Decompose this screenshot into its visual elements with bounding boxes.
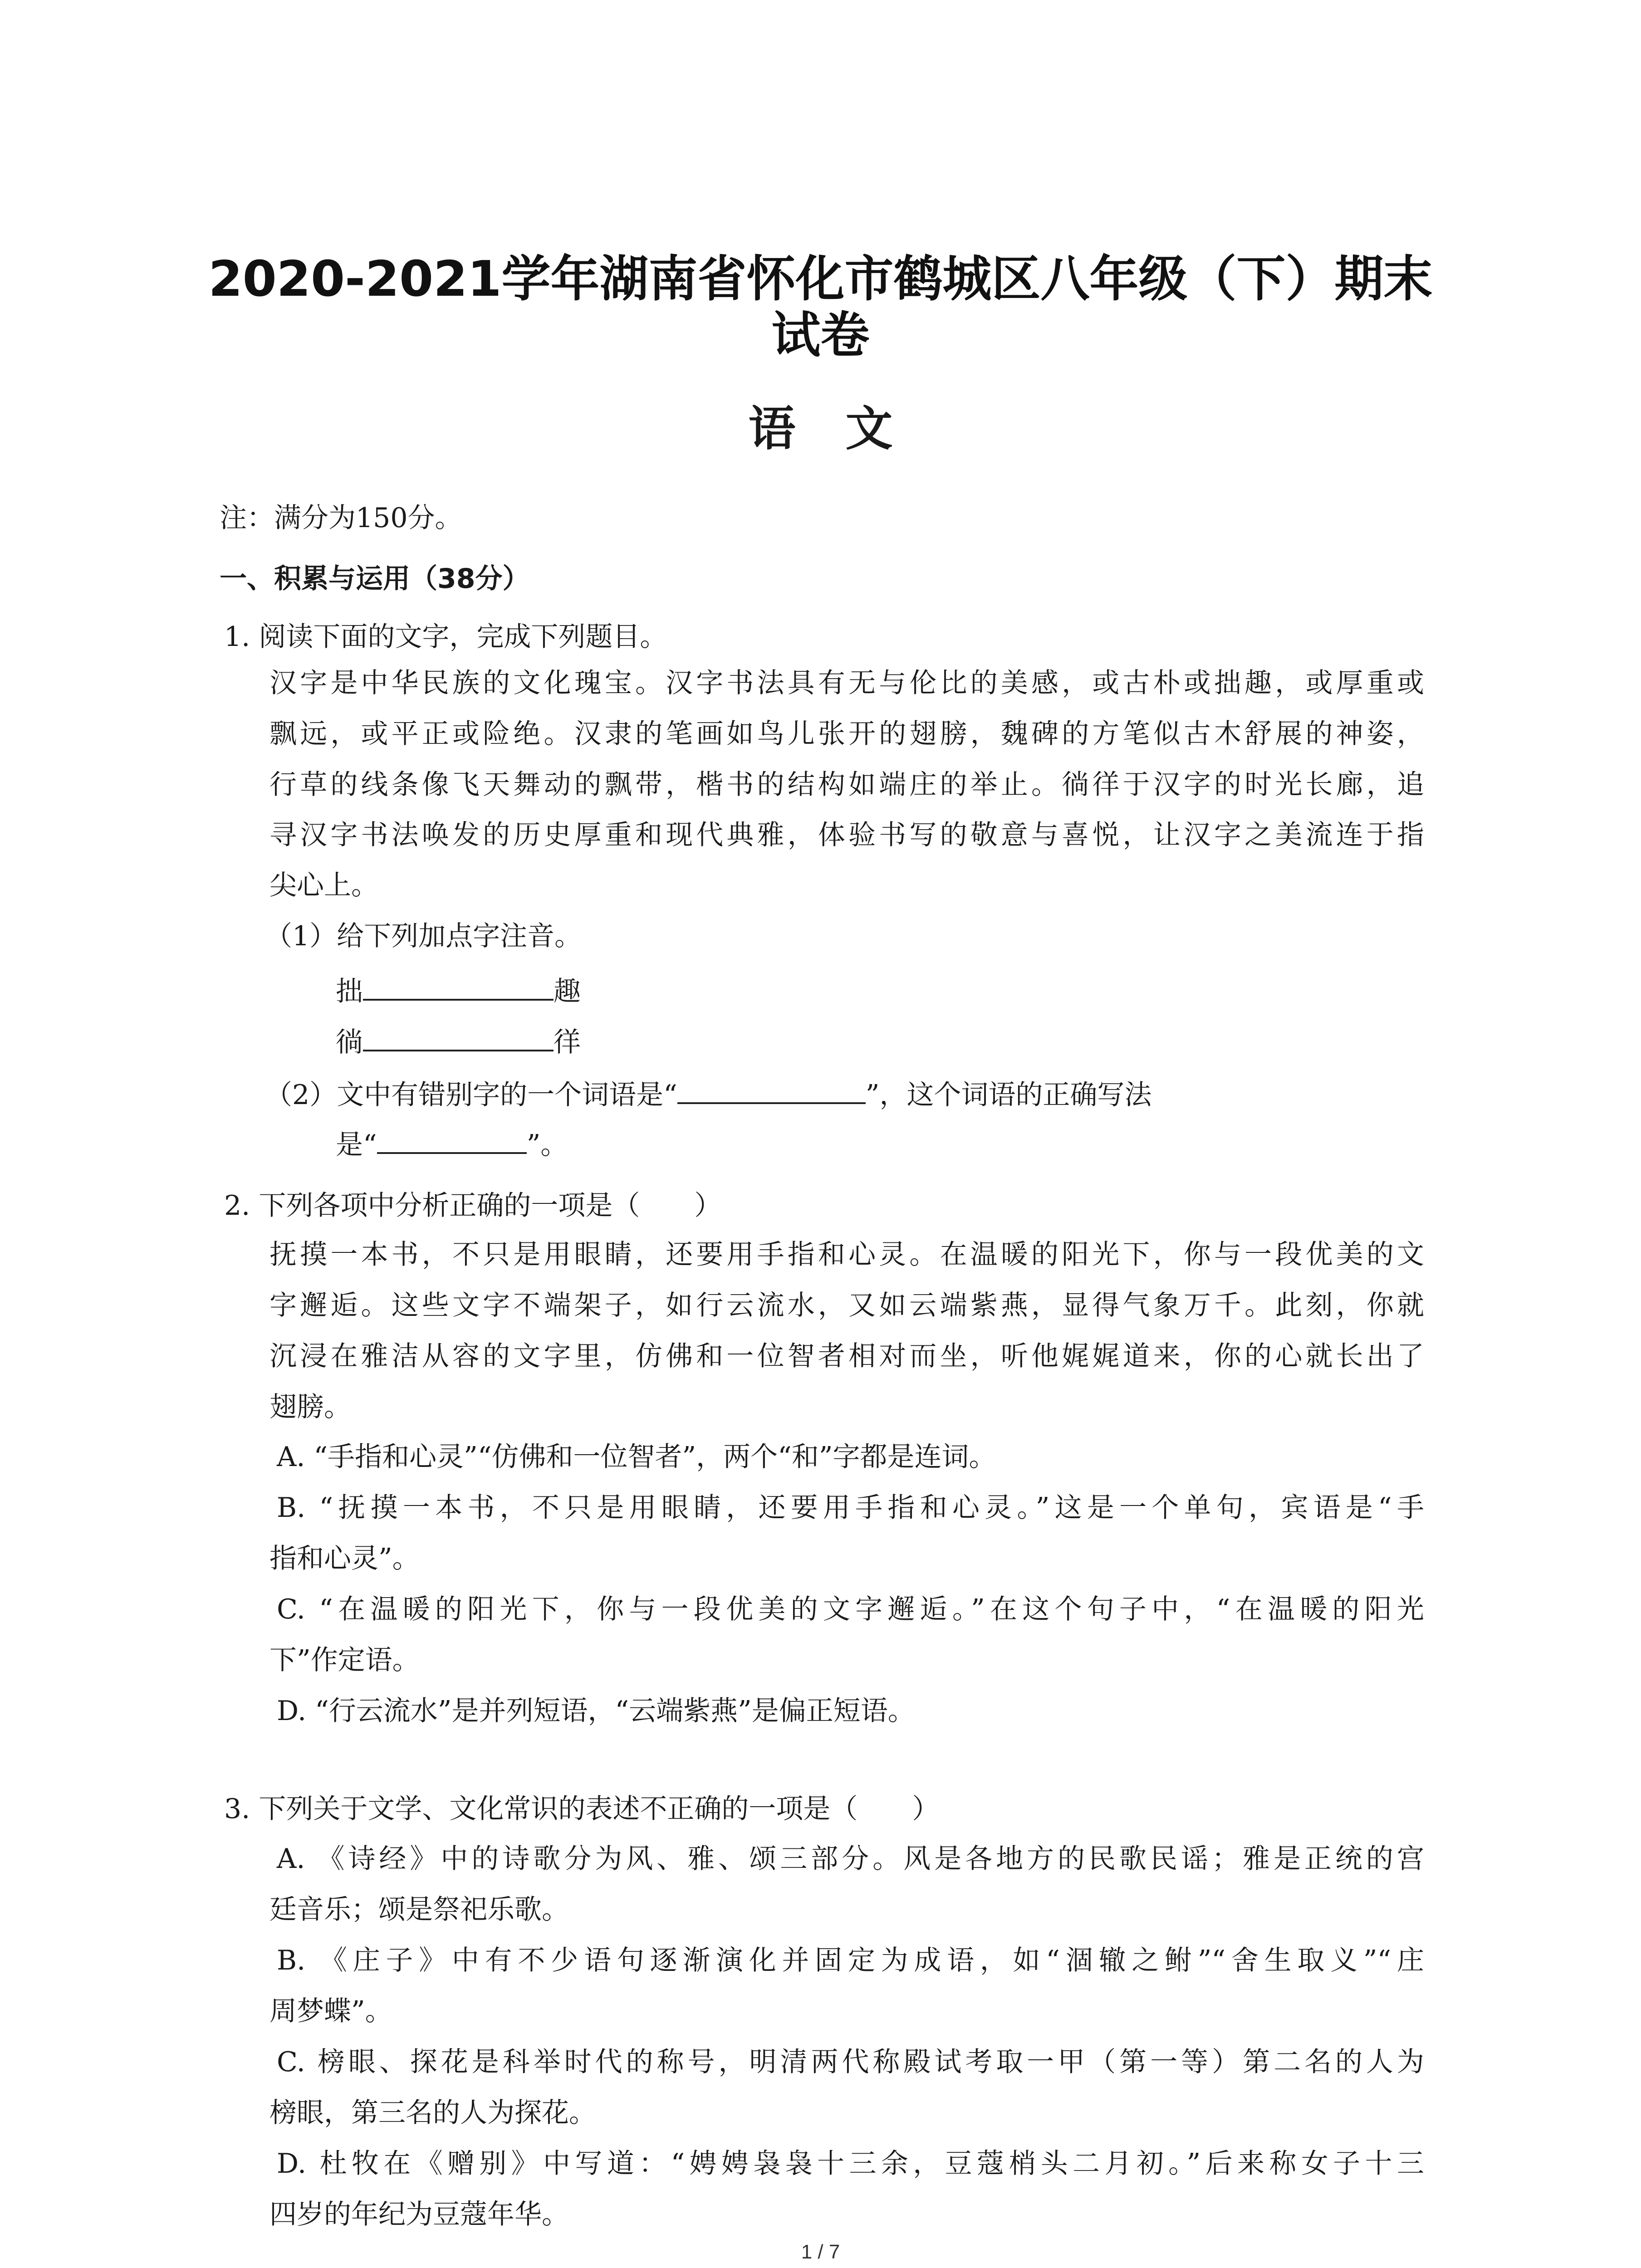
q1-sub2-line	[336, 1124, 568, 1163]
q1-sub1-label: （1）给下列加点字注音。	[265, 920, 582, 952]
q2-passage-line: 字邂逅。这些文字不端架子，如行云流水，又如云端紫燕，显得气象万千。此刻，你就	[269, 1290, 1424, 1321]
q3-option-d[interactable]: D. 杜牧在《赠别》中写道：“娉娉袅袅十三余，豆蔻梢头二月初。”后来称女子十三	[277, 2148, 1424, 2180]
q3-option-b[interactable]: B. 《庄子》中有不少语句逐渐演化并固定为成语，如“涸辙之鲋”“舍生取义”“庄	[277, 1945, 1424, 1976]
q1-passage-line: 汉字是中华民族的文化瑰宝。汉字书法具有无与伦比的美感，或古朴或拙趣，或厚重或	[269, 667, 1424, 699]
question-1-stem: 1. 阅读下面的文字，完成下列题目。	[224, 621, 667, 653]
pinyin-char: 趣	[554, 976, 581, 1007]
page-number: 1 / 7	[801, 2241, 840, 2263]
q2-passage-line: 抚摸一本书，不只是用眼睛，还要用手指和心灵。在温暖的阳光下，你与一段优美的文	[269, 1239, 1424, 1271]
pinyin-item-2	[336, 1022, 581, 1061]
q1-sub2-text: ”。	[526, 1129, 568, 1161]
q1-sub2-text: ”，这个词语的正确写法	[865, 1079, 1152, 1111]
q2-option-c[interactable]: C. “在温暖的阳光下，你与一段优美的文字邂逅。”在这个句子中，“在温暖的阳光	[277, 1593, 1424, 1625]
q3-option-c-cont: 榜眼，第三名的人为探花。	[269, 2097, 596, 2129]
q3-option-d-cont: 四岁的年纪为豆蔻年华。	[269, 2199, 569, 2230]
q1-passage-line: 飘远，或平正或险绝。汉隶的笔画如鸟儿张开的翅膀，魏碑的方笔似古木舒展的神姿，	[269, 718, 1424, 750]
q3-option-b-cont: 周梦蝶”。	[269, 1995, 392, 2027]
question-3-stem: 3. 下列关于文学、文化常识的表述不正确的一项是（ ）	[224, 1793, 940, 1825]
pinyin-blank[interactable]	[363, 1022, 554, 1051]
pinyin-item-1	[336, 971, 581, 1010]
q2-passage-line: 翅膀。	[269, 1391, 351, 1423]
pinyin-blank[interactable]	[363, 971, 554, 1001]
q2-option-c-cont: 下”作定语。	[269, 1644, 420, 1676]
section-heading: 一、积累与运用（38分）	[220, 563, 530, 595]
q1-passage-line: 寻汉字书法唤发的历史厚重和现代典雅，体验书写的敬意与喜悦，让汉字之美流连于指	[269, 819, 1424, 851]
pinyin-char: 徉	[554, 1026, 581, 1058]
q2-option-b[interactable]: B. “抚摸一本书，不只是用眼睛，还要用手指和心灵。”这是一个单句，宾语是“手	[277, 1492, 1424, 1524]
q3-option-c[interactable]: C. 榜眼、探花是科举时代的称号，明清两代称殿试考取一甲（第一等）第二名的人为	[277, 2046, 1424, 2078]
q1-sub2-text: 是“	[336, 1129, 377, 1161]
q1-sub2-line	[265, 1074, 1152, 1113]
q2-passage-line: 沉浸在雅洁从容的文字里，仿佛和一位智者相对而坐，听他娓娓道来，你的心就长出了	[269, 1340, 1424, 1372]
q3-option-a-cont: 廷音乐；颂是祭祀乐歌。	[269, 1894, 569, 1926]
exam-title-line1: 2020-2021学年湖南省怀化市鹤城区八年级（下）期末	[208, 251, 1433, 308]
score-note: 注：满分为150分。	[220, 502, 462, 534]
q2-option-a[interactable]: A. “手指和心灵”“仿佛和一位智者”，两个“和”字都是连词。	[277, 1441, 996, 1473]
q1-passage-line: 尖心上。	[269, 870, 378, 901]
wrong-word-blank[interactable]	[677, 1074, 866, 1104]
q1-passage-line: 行草的线条像飞天舞动的飘带，楷书的结构如端庄的举止。徜徉于汉字的时光长廊，追	[269, 769, 1424, 801]
pinyin-char: 徜	[336, 1026, 363, 1058]
subject-title: 语文	[748, 401, 943, 456]
exam-title-line2: 试卷	[771, 307, 870, 364]
q1-sub2-text: （2）文中有错别字的一个词语是“	[265, 1079, 677, 1111]
correct-word-blank[interactable]	[377, 1124, 527, 1154]
question-2-stem: 2. 下列各项中分析正确的一项是（ ）	[224, 1190, 722, 1222]
q2-option-d[interactable]: D. “行云流水”是并列短语，“云端紫燕”是偏正短语。	[277, 1695, 915, 1727]
q2-option-b-cont: 指和心灵”。	[269, 1543, 420, 1574]
pinyin-char: 拙	[336, 976, 363, 1007]
q3-option-a[interactable]: A. 《诗经》中的诗歌分为风、雅、颂三部分。风是各地方的民歌民谣；雅是正统的宫	[277, 1843, 1424, 1875]
